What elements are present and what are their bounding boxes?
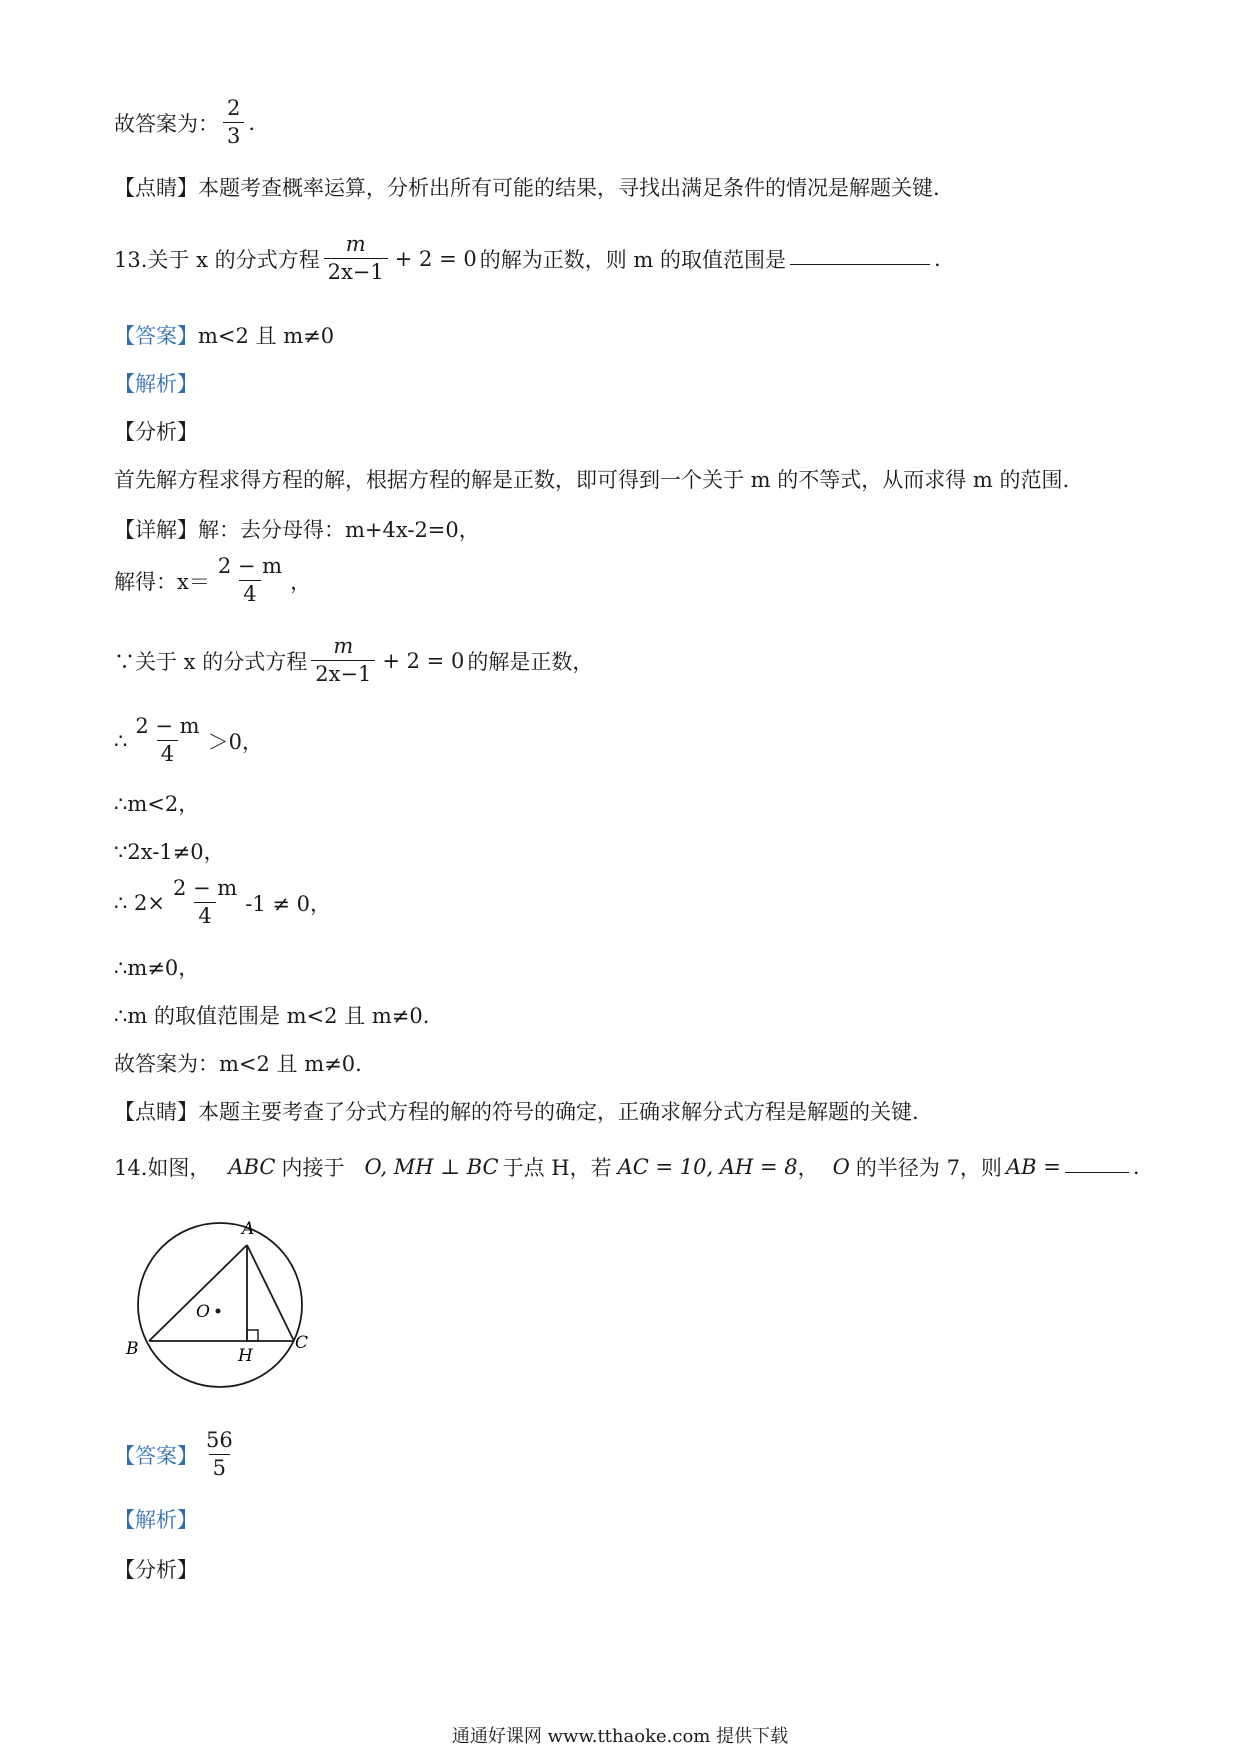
q13-solve: 解得：x＝ $\frac{2 - m}{4}$ ，: [114, 554, 312, 606]
segment-ab: [149, 1245, 247, 1341]
q14-stem: 14.如图， ABC 内接于 O, MH ⊥ BC 于点 H，若 AC = 10, AH = 8 ， O 的半径为 7，则 AB = .: [114, 1155, 1140, 1180]
q14-answer-fraction: $\frac{56}{5}$: [206, 1428, 233, 1480]
q14-fenxi: 【分析】: [114, 1558, 198, 1582]
q13-therefore4: ∴m≠0，: [114, 956, 200, 980]
q13-answer: [114, 320, 334, 350]
prev-answer-prefix: 故答案为：: [114, 111, 219, 136]
q13-fenxi: 【分析】: [114, 420, 198, 444]
prev-answer-line: 故答案为： $\frac{2}{3}$ .: [114, 96, 256, 148]
q13-detail: 【详解】解：去分母得：m+4x-2=0，: [114, 518, 480, 542]
q13-therefore1-fraction: $\frac{2 - m}{4}$: [135, 714, 200, 766]
segment-ac: [247, 1245, 294, 1341]
q13-therefore2: ∴m<2，: [114, 792, 200, 816]
q13-analysis: 首先解方程求得方程的解，根据方程的解是正数，即可得到一个关于 m 的不等式，从而求得 m 的范围.: [114, 468, 1070, 492]
q13-because1: ∵关于 x 的分式方程 $\frac{m}{2x-1}$ + 2 = 0 的解是正数，: [114, 634, 594, 686]
q13-equation-fraction: $\frac{m}{2x-1}$: [324, 234, 388, 283]
q13-therefore5: ∴m 的取值范围是 m<2 且 m≠0.: [114, 1004, 430, 1028]
prev-answer-fraction: $\frac{2}{3}$: [223, 98, 244, 147]
label-b: B: [126, 1339, 139, 1359]
prev-comment: 【点睛】本题考查概率运算，分析出所有可能的结果，寻找出满足条件的情况是解题关键.: [114, 176, 940, 200]
right-angle-mark: [247, 1330, 258, 1341]
circle-o: [138, 1223, 302, 1387]
label-c: C: [295, 1333, 309, 1353]
answer-tag: 【答案】: [114, 1443, 198, 1468]
q14-answer: [114, 1430, 241, 1479]
q13-jiexi: 【解析】: [114, 372, 198, 396]
q13-therefore3: ∴ 2× $\frac{2 - m}{4}$ -1 ≠ 0，: [114, 876, 331, 928]
q13-final: 故答案为：m<2 且 m≠0.: [114, 1052, 362, 1076]
q13-answer-blank: [790, 263, 930, 265]
center-point: [216, 1309, 221, 1314]
label-h: H: [238, 1346, 253, 1366]
q13-because2: ∵2x-1≠0，: [114, 840, 225, 864]
circle-triangle-figure: [114, 1208, 314, 1408]
q13-answer-value: m<2 且 m≠0: [198, 324, 335, 348]
geometry-diagram: [114, 1208, 314, 1408]
q13-solve-fraction: $\frac{2 - m}{4}$: [217, 554, 283, 606]
q13-therefore1: ∴ $\frac{2 - m}{4}$ ＞0，: [114, 714, 263, 766]
q13-therefore3-fraction: $\frac{2 - m}{4}$: [173, 876, 238, 928]
q13-because1-fraction: $\frac{m}{2x-1}$: [311, 636, 375, 685]
q14-jiexi: 【解析】: [114, 1508, 198, 1532]
q13-comment: 【点睛】本题主要考查了分式方程的解的符号的确定，正确求解分式方程是解题的关键.: [114, 1100, 919, 1124]
label-o: O: [196, 1302, 210, 1322]
page-footer: 通通好课网 www.tthaoke.com 提供下载: [451, 1726, 789, 1747]
answer-tag: 【答案】: [114, 324, 198, 348]
label-a: A: [242, 1219, 255, 1239]
q14-answer-blank: [1065, 1171, 1129, 1173]
q13-stem: 13.关于 x 的分式方程 $\frac{m}{2x-1}$ + 2 = 0 的解为正数，则 m 的取值范围是 .: [114, 232, 941, 284]
